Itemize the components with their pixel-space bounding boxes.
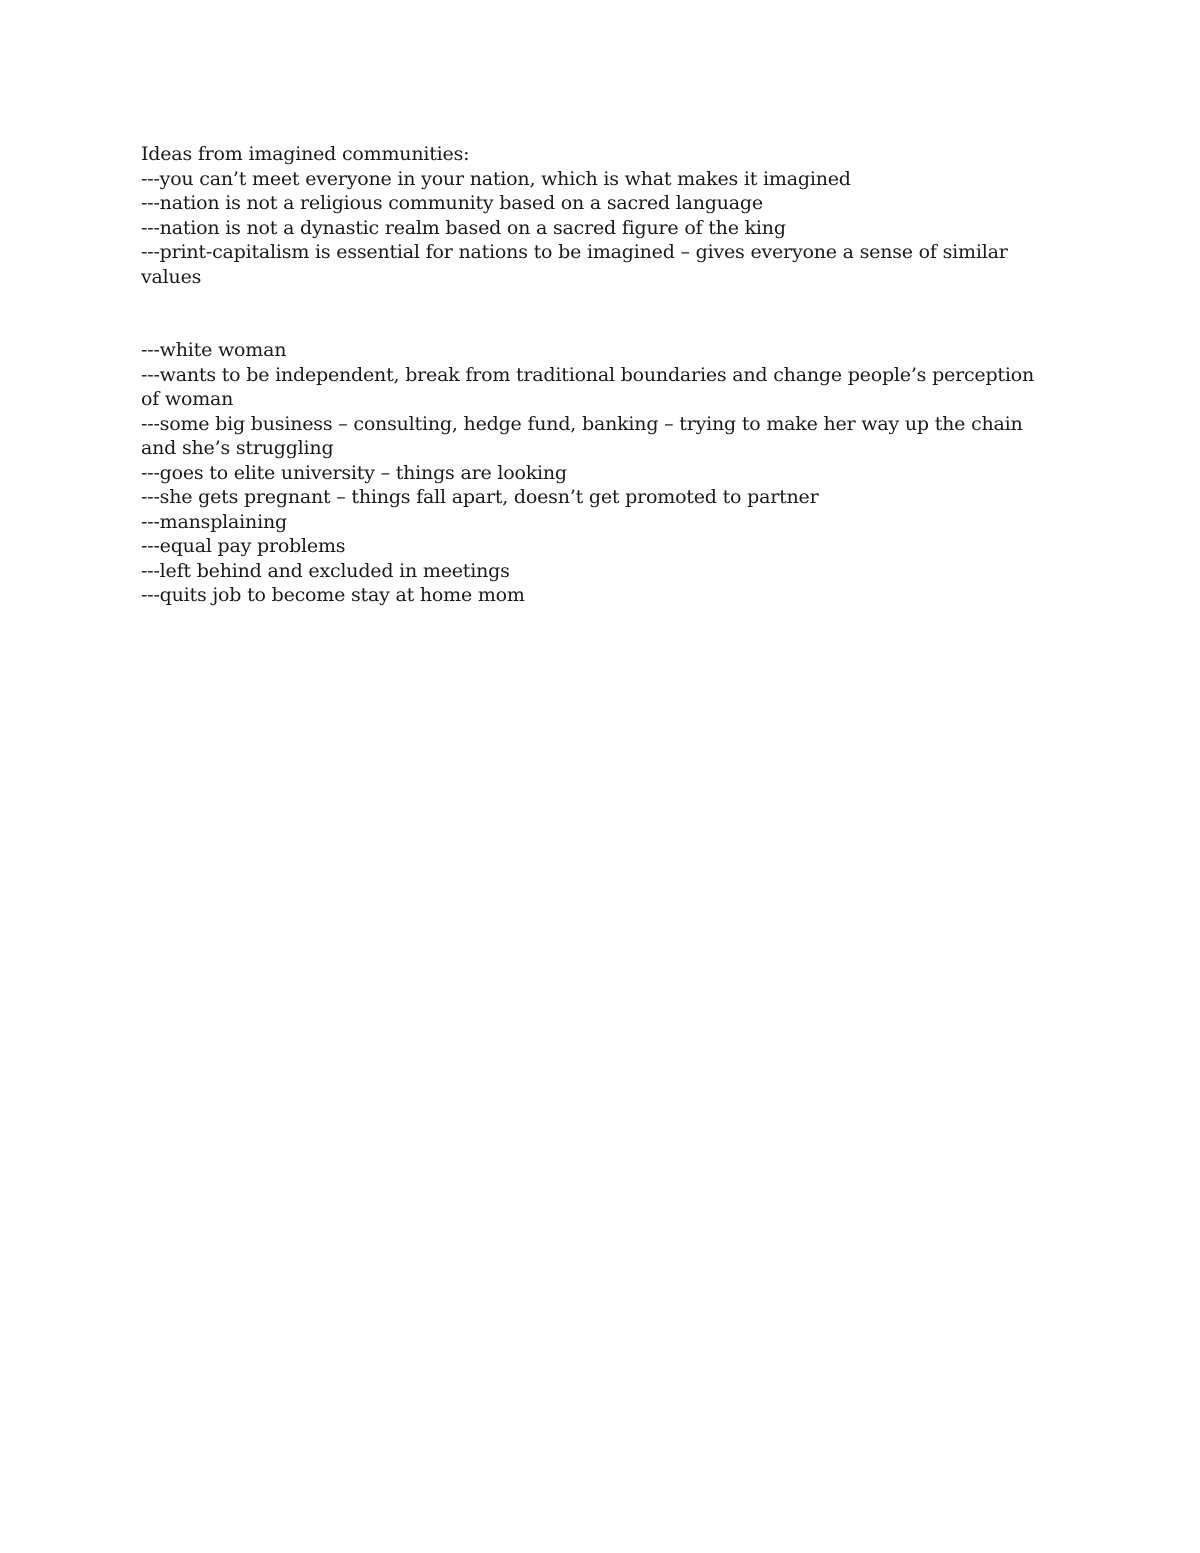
section-heading: Ideas from imagined communities:	[141, 143, 470, 165]
note-line: ---she gets pregnant – things fall apart, doesn’t get promoted to partner	[141, 486, 819, 508]
note-line: ---you can’t meet everyone in your nation, which is what makes it imagined	[141, 167, 851, 190]
note-line: ---equal pay problems	[141, 535, 346, 557]
notes-section-character	[141, 338, 1041, 608]
note-line: ---goes to elite university – things are looking	[141, 461, 567, 484]
note-line: ---some big business – consulting, hedge fund, banking – trying to make her way up the chain and she’s struggling	[141, 412, 1023, 459]
notes-section-imagined-communities	[141, 142, 1041, 289]
note-line: ---mansplaining	[141, 510, 287, 533]
note-line: ---white woman	[141, 339, 287, 361]
note-line: ---nation is not a religious community based on a sacred language	[141, 192, 763, 214]
note-line: ---quits job to become stay at home mom	[141, 584, 525, 606]
note-line: ---print-capitalism is essential for nations to be imagined – gives everyone a sense of similar values	[141, 241, 1008, 288]
note-line: ---left behind and excluded in meetings	[141, 559, 510, 582]
note-line: ---wants to be independent, break from traditional boundaries and change people’s perception of woman	[141, 363, 1034, 410]
note-line: ---nation is not a dynastic realm based on a sacred figure of the king	[141, 216, 786, 239]
